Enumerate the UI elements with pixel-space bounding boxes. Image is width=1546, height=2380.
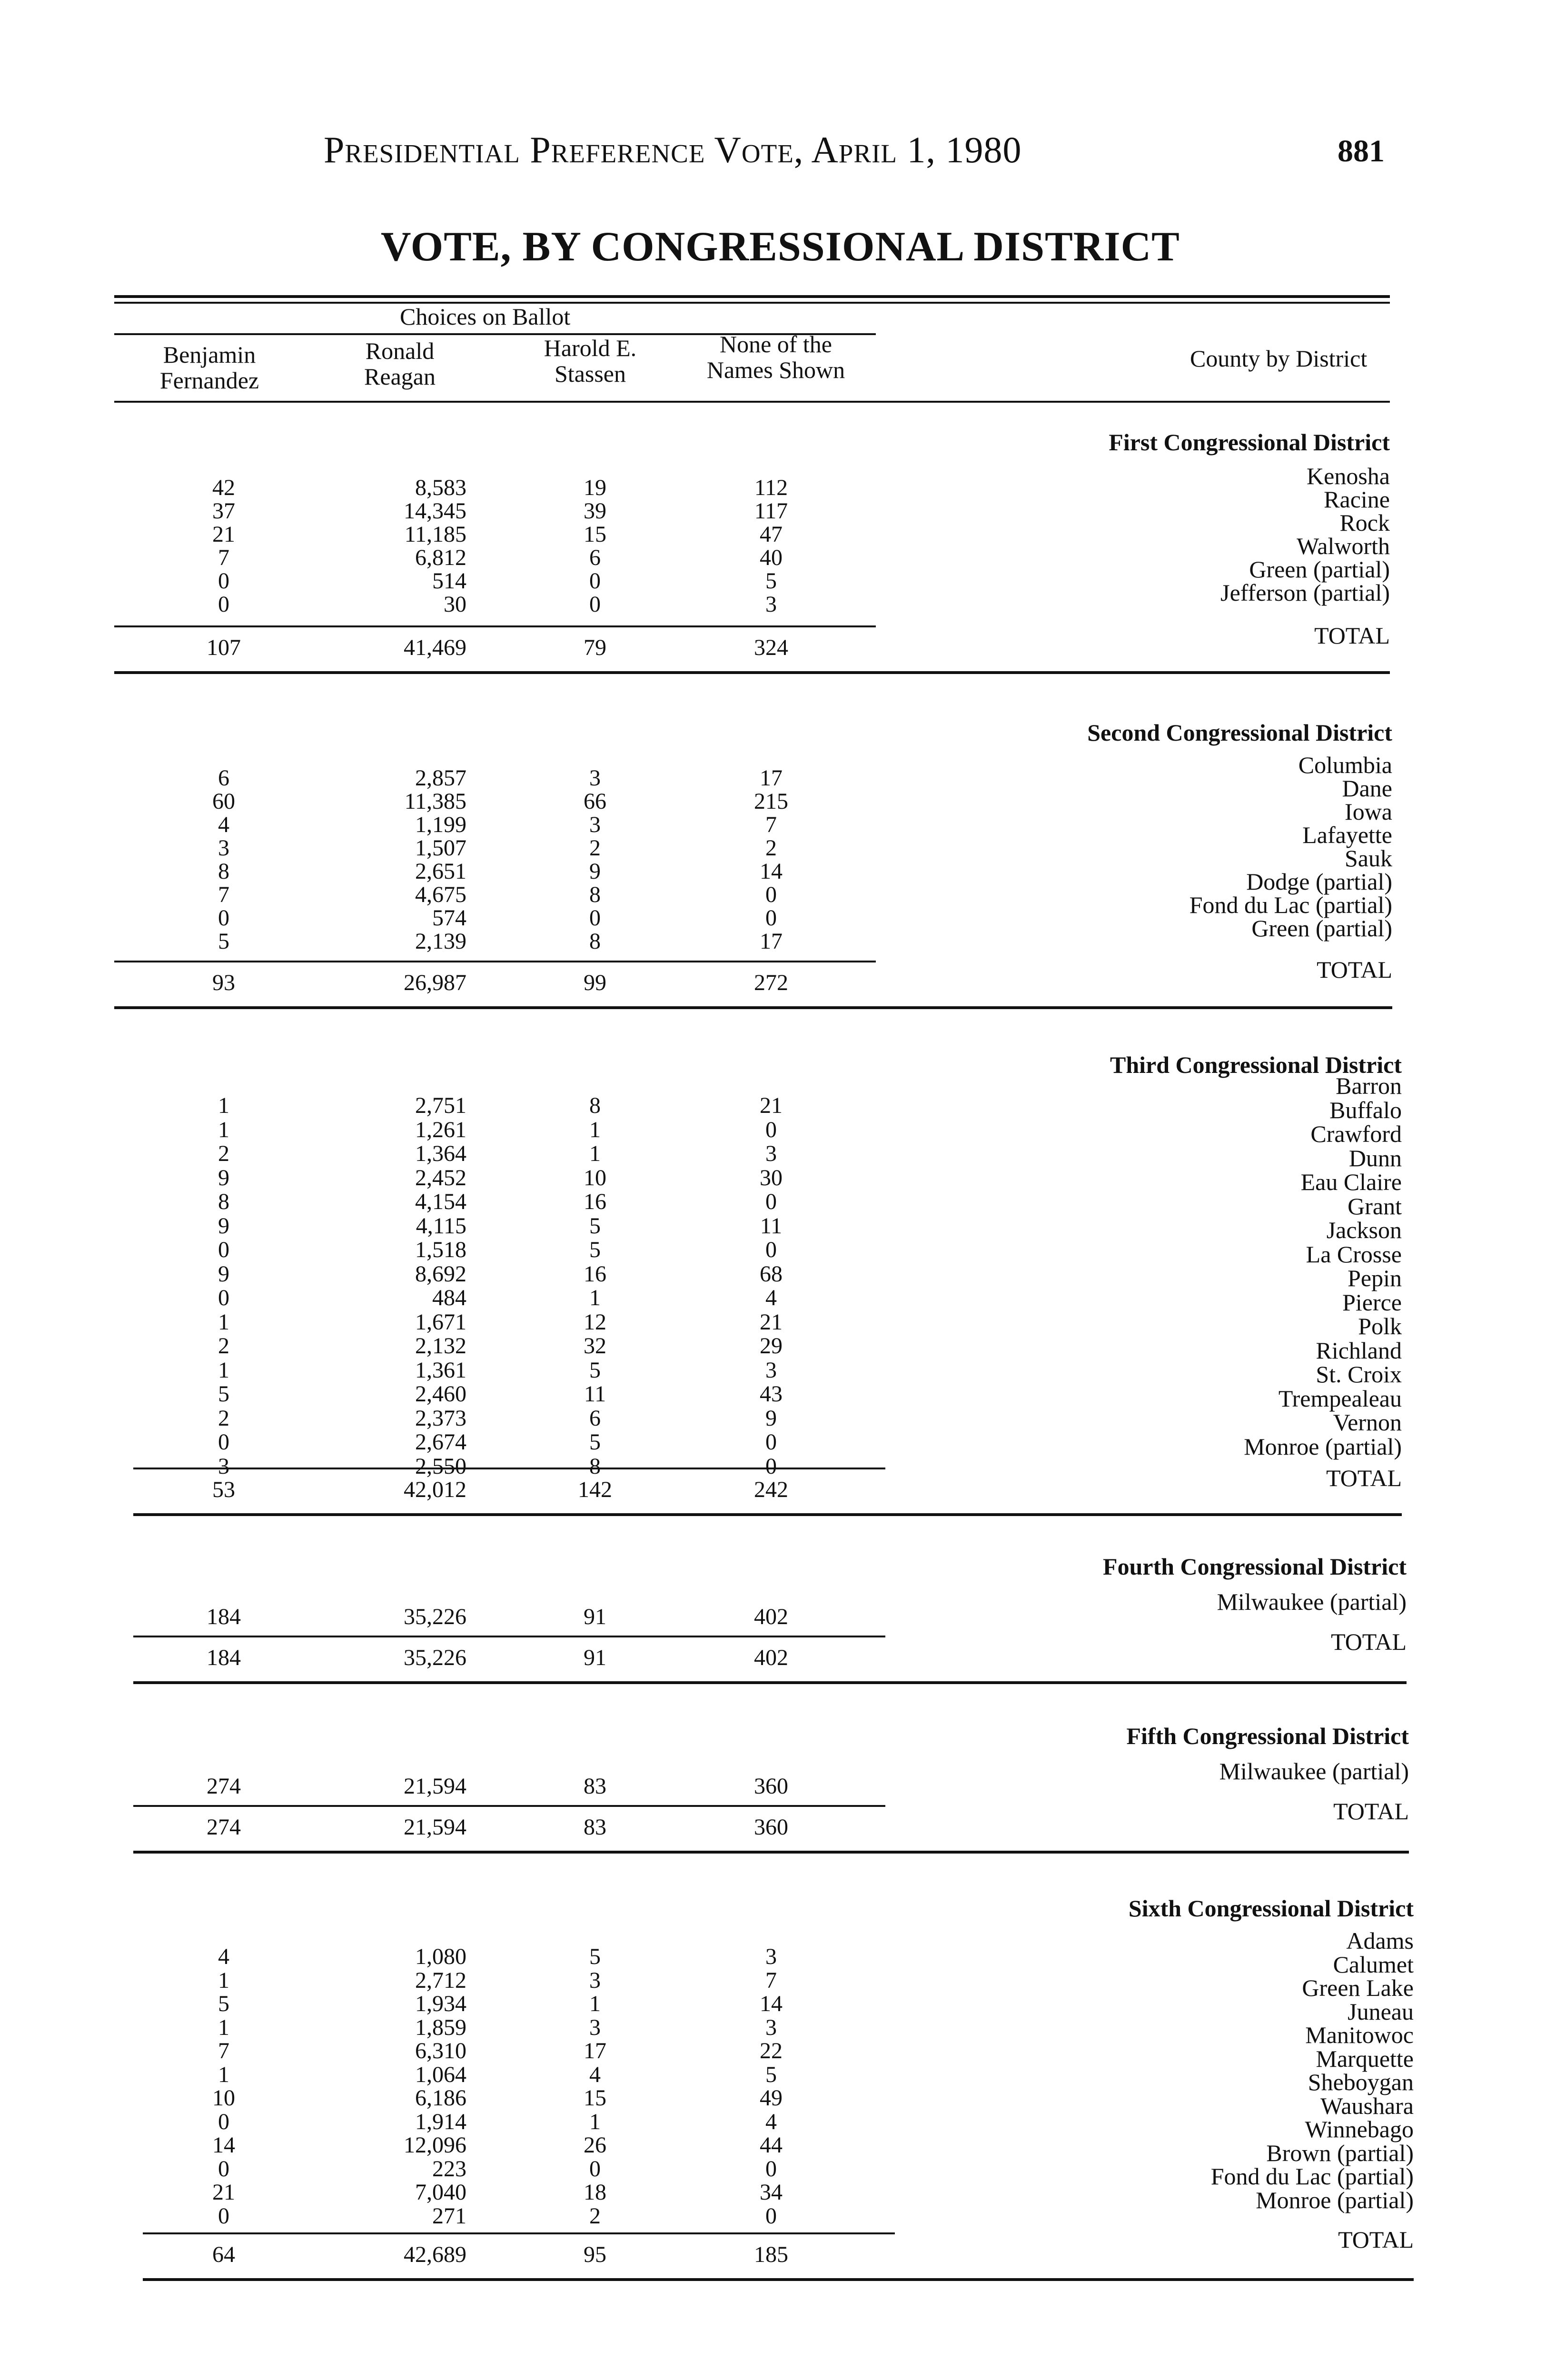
cell-none-of-the-names: 7 [765,1967,777,1993]
cell-fernandez: 6 [218,765,229,791]
county-name: Iowa [1345,798,1392,825]
cell-stassen: 39 [584,498,606,524]
county-name: Manitowoc [1305,2022,1414,2048]
column-header-none-of-the-names: None of the Names Shown [706,331,845,383]
county-name: Polk [1358,1313,1402,1339]
cell-reagan: 35,226 [404,1604,466,1629]
cell-stassen: 4 [589,2062,601,2087]
cell-reagan: 11,185 [404,522,466,547]
cell-none-of-the-names: 34 [760,2180,783,2205]
cell-reagan: 2,751 [415,1093,466,1118]
district-title: Sixth Congressional District [1128,1895,1414,1922]
cell-reagan: 1,859 [415,2014,466,2040]
cell-fernandez: 1 [218,1117,229,1142]
cell-reagan: 1,261 [415,1117,466,1142]
county-name: Grant [1348,1192,1402,1220]
total-rule [133,1805,885,1807]
cell-reagan: 1,064 [415,2062,466,2087]
county-name: Trempealeau [1278,1385,1402,1412]
cell-none-of-the-names: 402 [754,1604,788,1629]
cell-reagan: 14,345 [404,498,466,524]
cell-fernandez: 5 [218,1381,229,1407]
total-label: TOTAL [1338,2226,1414,2253]
cell-stassen: 11 [584,1381,606,1407]
total-label: TOTAL [1314,622,1390,649]
cell-none-of-the-names: 43 [760,1381,783,1407]
total-label: TOTAL [1331,1628,1407,1655]
county-name: Sheboygan [1308,2069,1414,2095]
cell-stassen: 1 [589,1141,601,1166]
cell-fernandez: 0 [218,905,229,931]
total-rule [114,625,876,627]
cell-reagan: 484 [432,1285,466,1310]
cell-none-of-the-names: 30 [760,1165,783,1190]
cell-reagan: 8,692 [415,1261,466,1287]
cell-fernandez: 9 [218,1165,229,1190]
cell-reagan: 1,934 [415,1991,466,2016]
cell-none-of-the-names: 17 [760,765,783,791]
total-fernandez: 107 [207,635,241,660]
county-name: Milwaukee (partial) [1219,1758,1409,1785]
cell-stassen: 5 [589,1944,601,1969]
cell-stassen: 32 [584,1333,606,1359]
cell-reagan: 2,132 [415,1333,466,1359]
cell-fernandez: 2 [218,1333,229,1359]
cell-none-of-the-names: 5 [765,568,777,594]
total-stassen: 142 [578,1477,612,1502]
cell-fernandez: 3 [218,835,229,861]
cell-stassen: 2 [589,2203,601,2229]
county-name: Kenosha [1307,463,1390,489]
county-name: Columbia [1298,752,1392,778]
header-bottom-rule [114,401,1390,403]
cell-stassen: 0 [589,2156,601,2182]
county-name: St. Croix [1316,1361,1402,1388]
cell-stassen: 3 [589,765,601,791]
total-stassen: 79 [584,635,606,660]
cell-reagan: 4,675 [415,882,466,907]
cell-none-of-the-names: 29 [760,1333,783,1359]
county-name: Jackson [1326,1217,1402,1243]
cell-stassen: 1 [589,1117,601,1142]
county-name: Lafayette [1302,822,1392,848]
total-fernandez: 93 [212,970,235,995]
district-title: Fifth Congressional District [1126,1723,1409,1749]
cell-reagan: 12,096 [404,2132,466,2158]
cell-reagan: 1,507 [415,835,466,861]
total-reagan: 42,689 [404,2242,466,2267]
county-name: Dodge (partial) [1246,868,1392,895]
cell-stassen: 0 [589,905,601,931]
county-name: Milwaukee (partial) [1217,1588,1407,1615]
total-stassen: 91 [584,1645,606,1670]
total-none-of-the-names: 185 [754,2242,788,2267]
cell-stassen: 2 [589,835,601,861]
cell-reagan: 1,518 [415,1237,466,1262]
header-top-rule [114,295,1390,298]
cell-reagan: 4,115 [416,1213,466,1239]
county-name: Green Lake [1302,1974,1414,2001]
county-name: Rock [1339,509,1390,536]
cell-fernandez: 0 [218,2156,229,2182]
cell-fernandez: 274 [207,1774,241,1799]
cell-reagan: 1,361 [415,1357,466,1383]
cell-fernandez: 8 [218,859,229,884]
cell-reagan: 2,139 [415,929,466,954]
county-name: Racine [1324,486,1390,513]
cell-reagan: 2,712 [415,1967,466,1993]
total-reagan: 26,987 [404,970,466,995]
cell-fernandez: 14 [212,2132,235,2158]
total-reagan: 21,594 [404,1815,466,1840]
cell-reagan: 1,080 [415,1944,466,1969]
cell-stassen: 8 [589,882,601,907]
cell-fernandez: 1 [218,2062,229,2087]
total-none-of-the-names: 402 [754,1645,788,1670]
cell-none-of-the-names: 14 [760,859,783,884]
county-name: Walworth [1297,533,1390,559]
cell-stassen: 3 [589,2014,601,2040]
cell-none-of-the-names: 0 [765,1237,777,1262]
total-stassen: 83 [584,1815,606,1840]
cell-stassen: 6 [589,1405,601,1431]
total-rule [133,1468,885,1469]
cell-none-of-the-names: 360 [754,1774,788,1799]
cell-reagan: 11,385 [404,789,466,814]
cell-fernandez: 2 [218,1141,229,1166]
cell-reagan: 6,812 [415,545,466,570]
district-title: Fourth Congressional District [1103,1553,1407,1580]
county-name: Dane [1342,775,1392,802]
cell-none-of-the-names: 0 [765,1429,777,1455]
total-label: TOTAL [1326,1465,1402,1491]
cell-stassen: 1 [589,1285,601,1310]
cell-reagan: 574 [432,905,466,931]
cell-stassen: 66 [584,789,606,814]
cell-fernandez: 37 [212,498,235,524]
cell-reagan: 8,583 [415,475,466,500]
county-name: Pierce [1342,1289,1402,1316]
cell-none-of-the-names: 0 [765,882,777,907]
running-head: Presidential Preference Vote, April 1, 1980 [324,129,1022,170]
cell-stassen: 0 [589,568,601,594]
cell-none-of-the-names: 117 [754,498,788,524]
cell-reagan: 1,671 [415,1309,466,1335]
total-rule [114,961,876,962]
total-fernandez: 184 [207,1645,241,1670]
section-bottom-rule [133,1851,1409,1854]
section-bottom-rule [114,1006,1392,1009]
cell-fernandez: 4 [218,812,229,837]
cell-reagan: 7,040 [415,2180,466,2205]
cell-fernandez: 0 [218,2203,229,2229]
total-fernandez: 274 [207,1815,241,1840]
cell-reagan: 223 [432,2156,466,2182]
cell-stassen: 0 [589,592,601,617]
cell-fernandez: 42 [212,475,235,500]
cell-reagan: 2,857 [415,765,466,791]
cell-reagan: 1,914 [415,2109,466,2134]
total-label: TOTAL [1317,956,1392,983]
county-name: Jefferson (partial) [1220,579,1390,606]
total-stassen: 95 [584,2242,606,2267]
cell-reagan: 6,310 [415,2038,466,2063]
cell-none-of-the-names: 0 [765,1453,777,1479]
county-name: Monroe (partial) [1256,2186,1414,2213]
cell-fernandez: 0 [218,568,229,594]
cell-none-of-the-names: 11 [760,1213,783,1239]
cell-none-of-the-names: 3 [765,592,777,617]
cell-none-of-the-names: 5 [765,2062,777,2087]
cell-stassen: 16 [584,1189,606,1214]
cell-none-of-the-names: 3 [765,1357,777,1383]
cell-reagan: 514 [432,568,466,594]
cell-none-of-the-names: 0 [765,905,777,931]
cell-fernandez: 0 [218,2109,229,2134]
cell-none-of-the-names: 0 [765,1189,777,1214]
cell-stassen: 16 [584,1261,606,1287]
cell-stassen: 3 [589,812,601,837]
cell-fernandez: 1 [218,1093,229,1118]
county-name: Eau Claire [1300,1169,1402,1195]
total-reagan: 41,469 [404,635,466,660]
cell-none-of-the-names: 2 [765,835,777,861]
county-name: Barron [1336,1072,1402,1099]
cell-stassen: 1 [589,2109,601,2134]
county-name: Brown (partial) [1266,2139,1414,2166]
cell-none-of-the-names: 68 [760,1261,783,1287]
county-name: Dunn [1348,1144,1402,1171]
cell-none-of-the-names: 21 [760,1309,783,1335]
county-name: Richland [1316,1337,1402,1364]
cell-stassen: 18 [584,2180,606,2205]
county-name: Marquette [1316,2045,1414,2072]
cell-none-of-the-names: 0 [765,2203,777,2229]
cell-none-of-the-names: 49 [760,2085,783,2111]
cell-stassen: 10 [584,1165,606,1190]
cell-none-of-the-names: 21 [760,1093,783,1118]
cell-fernandez: 1 [218,1357,229,1383]
cell-none-of-the-names: 7 [765,812,777,837]
cell-reagan: 2,550 [415,1453,466,1479]
cell-fernandez: 1 [218,1309,229,1335]
cell-fernandez: 0 [218,1237,229,1262]
column-header-fernandez: Benjamin Fernandez [159,341,259,394]
district-title: Third Congressional District [1110,1051,1402,1078]
cell-none-of-the-names: 9 [765,1405,777,1431]
cell-stassen: 15 [584,2085,606,2111]
cell-stassen: 5 [589,1429,601,1455]
cell-none-of-the-names: 112 [754,475,788,500]
cell-none-of-the-names: 14 [760,1991,783,2016]
cell-stassen: 83 [584,1774,606,1799]
cell-none-of-the-names: 0 [765,2156,777,2182]
district-title: Second Congressional District [1087,719,1392,746]
total-rule [133,1636,885,1637]
cell-none-of-the-names: 215 [754,789,788,814]
cell-none-of-the-names: 4 [765,2109,777,2134]
cell-stassen: 12 [584,1309,606,1335]
cell-none-of-the-names: 17 [760,929,783,954]
cell-fernandez: 1 [218,1967,229,1993]
cell-stassen: 15 [584,522,606,547]
page-number: 881 [1338,134,1385,169]
county-name: Adams [1346,1927,1414,1954]
cell-reagan: 2,452 [415,1165,466,1190]
cell-none-of-the-names: 3 [765,1944,777,1969]
cell-reagan: 2,373 [415,1405,466,1431]
column-header-stassen: Harold E. Stassen [544,335,637,387]
cell-fernandez: 10 [212,2085,235,2111]
cell-none-of-the-names: 4 [765,1285,777,1310]
cell-fernandez: 9 [218,1213,229,1239]
cell-fernandez: 9 [218,1261,229,1287]
cell-fernandez: 7 [218,2038,229,2063]
cell-stassen: 5 [589,1357,601,1383]
cell-fernandez: 5 [218,929,229,954]
cell-reagan: 2,651 [415,859,466,884]
total-reagan: 35,226 [404,1645,466,1670]
county-name: La Crosse [1306,1240,1402,1268]
cell-reagan: 4,154 [415,1189,466,1214]
cell-fernandez: 7 [218,545,229,570]
column-header-county-by-district: County by District [1190,345,1368,372]
total-none-of-the-names: 272 [754,970,788,995]
cell-fernandez: 21 [212,522,235,547]
cell-stassen: 8 [589,929,601,954]
cell-stassen: 6 [589,545,601,570]
county-name: Waushara [1320,2092,1414,2119]
county-name: Sauk [1345,845,1392,872]
total-stassen: 99 [584,970,606,995]
section-bottom-rule [133,1681,1407,1684]
section-bottom-rule [143,2278,1414,2281]
cell-reagan: 2,460 [415,1381,466,1407]
cell-none-of-the-names: 44 [760,2132,783,2158]
county-name: Monroe (partial) [1244,1433,1402,1460]
page-title: VOTE, BY CONGRESSIONAL DISTRICT [381,224,1180,270]
county-name: Winnebago [1305,2116,1414,2142]
total-none-of-the-names: 360 [754,1815,788,1840]
total-none-of-the-names: 324 [754,635,788,660]
cell-reagan: 271 [432,2203,466,2229]
cell-stassen: 19 [584,475,606,500]
total-fernandez: 53 [212,1477,235,1502]
cell-stassen: 1 [589,1991,601,2016]
header-top-rule-2 [114,302,1390,304]
cell-fernandez: 4 [218,1944,229,1969]
cell-fernandez: 7 [218,882,229,907]
cell-fernandez: 5 [218,1991,229,2016]
cell-stassen: 8 [589,1453,601,1479]
county-name: Green (partial) [1251,915,1392,942]
cell-none-of-the-names: 22 [760,2038,783,2063]
county-name: Vernon [1333,1409,1402,1436]
cell-fernandez: 1 [218,2014,229,2040]
cell-reagan: 30 [444,592,466,617]
cell-none-of-the-names: 40 [760,545,783,570]
cell-reagan: 1,364 [415,1141,466,1166]
total-none-of-the-names: 242 [754,1477,788,1502]
total-label: TOTAL [1333,1798,1409,1825]
county-name: Fond du Lac (partial) [1189,892,1392,918]
cell-none-of-the-names: 3 [765,2014,777,2040]
section-bottom-rule [114,671,1390,674]
county-name: Fond du Lac (partial) [1210,2163,1414,2190]
cell-fernandez: 0 [218,1285,229,1310]
choices-on-ballot-heading: Choices on Ballot [400,303,571,330]
cell-none-of-the-names: 0 [765,1117,777,1142]
county-name: Pepin [1348,1265,1402,1291]
cell-fernandez: 8 [218,1189,229,1214]
cell-fernandez: 60 [212,789,235,814]
total-reagan: 42,012 [404,1477,466,1502]
cell-reagan: 1,199 [415,812,466,837]
cell-none-of-the-names: 47 [760,522,783,547]
cell-fernandez: 3 [218,1453,229,1479]
cell-stassen: 3 [589,1967,601,1993]
cell-none-of-the-names: 3 [765,1141,777,1166]
cell-stassen: 9 [589,859,601,884]
cell-stassen: 17 [584,2038,606,2063]
total-rule [143,2232,895,2234]
section-bottom-rule [133,1513,1402,1516]
cell-stassen: 5 [589,1213,601,1239]
cell-fernandez: 0 [218,592,229,617]
cell-fernandez: 2 [218,1405,229,1431]
county-name: Crawford [1310,1121,1402,1147]
cell-fernandez: 0 [218,1429,229,1455]
county-name: Green (partial) [1249,556,1390,583]
county-name: Buffalo [1329,1096,1402,1123]
cell-reagan: 21,594 [404,1774,466,1799]
cell-stassen: 8 [589,1093,601,1118]
county-name: Calumet [1333,1951,1414,1978]
cell-reagan: 2,674 [415,1429,466,1455]
cell-stassen: 91 [584,1604,606,1629]
cell-reagan: 6,186 [415,2085,466,2111]
cell-stassen: 5 [589,1237,601,1262]
district-title: First Congressional District [1109,429,1390,456]
cell-fernandez: 21 [212,2180,235,2205]
cell-stassen: 26 [584,2132,606,2158]
cell-fernandez: 184 [207,1604,241,1629]
column-header-reagan: Ronald Reagan [364,337,436,390]
total-fernandez: 64 [212,2242,235,2267]
county-name: Juneau [1348,1998,1414,2025]
